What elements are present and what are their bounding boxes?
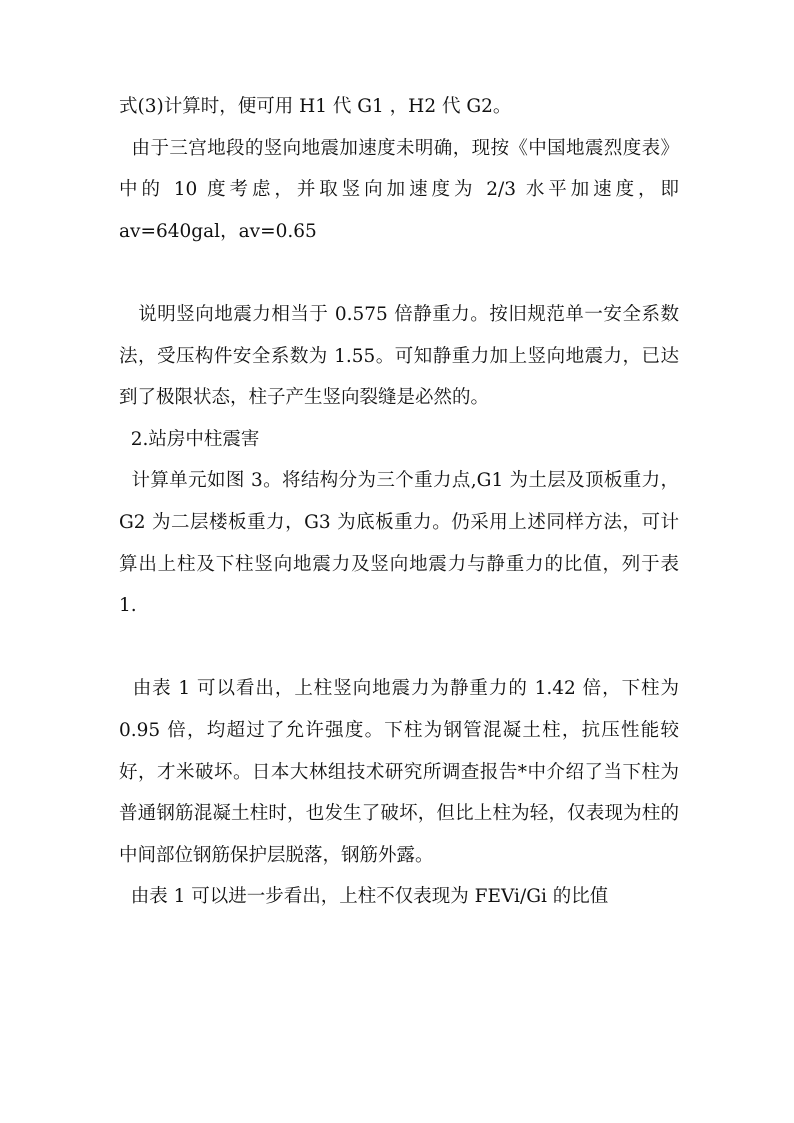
paragraph-vertical-acceleration: 由于三宫地段的竖向地震加速度未明确，现按《中国地震烈度表》中的 10 度考虑，并取竖向加速度为 2/3 水平加速度，即 av=640gal，av=0.65 — [119, 137, 685, 242]
paragraph-spacer — [119, 252, 679, 294]
section-heading-station-column: 2.站房中柱震害 — [119, 428, 260, 450]
paragraph-spacer — [119, 627, 679, 669]
body-text — [119, 86, 685, 918]
paragraph-formula-substitution: 式(3)计算时，便可用 H1 代 G1 ，H2 代 G2。 — [119, 96, 512, 117]
paragraph-further-analysis: 由表 1 可以进一步看出，上柱不仅表现为 FEVi/Gi 的比值 — [119, 886, 609, 908]
paragraph-calculation-unit: 计算单元如图 3。将结构分为三个重力点,G1 为土层及顶板重力，G2 为二层楼板重力，G3 为底板重力。仍采用上述同样方法，可计算出上柱及下柱竖向地震力及竖向地震力与静重力的比值，列于表 1. — [119, 470, 685, 617]
paragraph-limit-state: 说明竖向地震力相当于 0.575 倍静重力。按旧规范单一安全系数法，受压构件安全系数为 1.55。可知静重力加上竖向地震力，已达到了极限状态，柱子产生竖向裂缝是必然的。 — [119, 303, 679, 409]
paragraph-table-analysis: 由表 1 可以看出，上柱竖向地震力为静重力的 1.42 倍，下柱为 0.95 倍，均超过了允许强度。下柱为钢管混凝土柱，抗压性能较好，才米破坏。日本大林组技术研究所调查报告*中介绍了当下柱为普通钢筋混凝土柱时，也发生了破坏，但比上柱为轻，仅表现为柱的中间部位钢筋保护层脱落，钢筋外露。 — [119, 678, 685, 866]
